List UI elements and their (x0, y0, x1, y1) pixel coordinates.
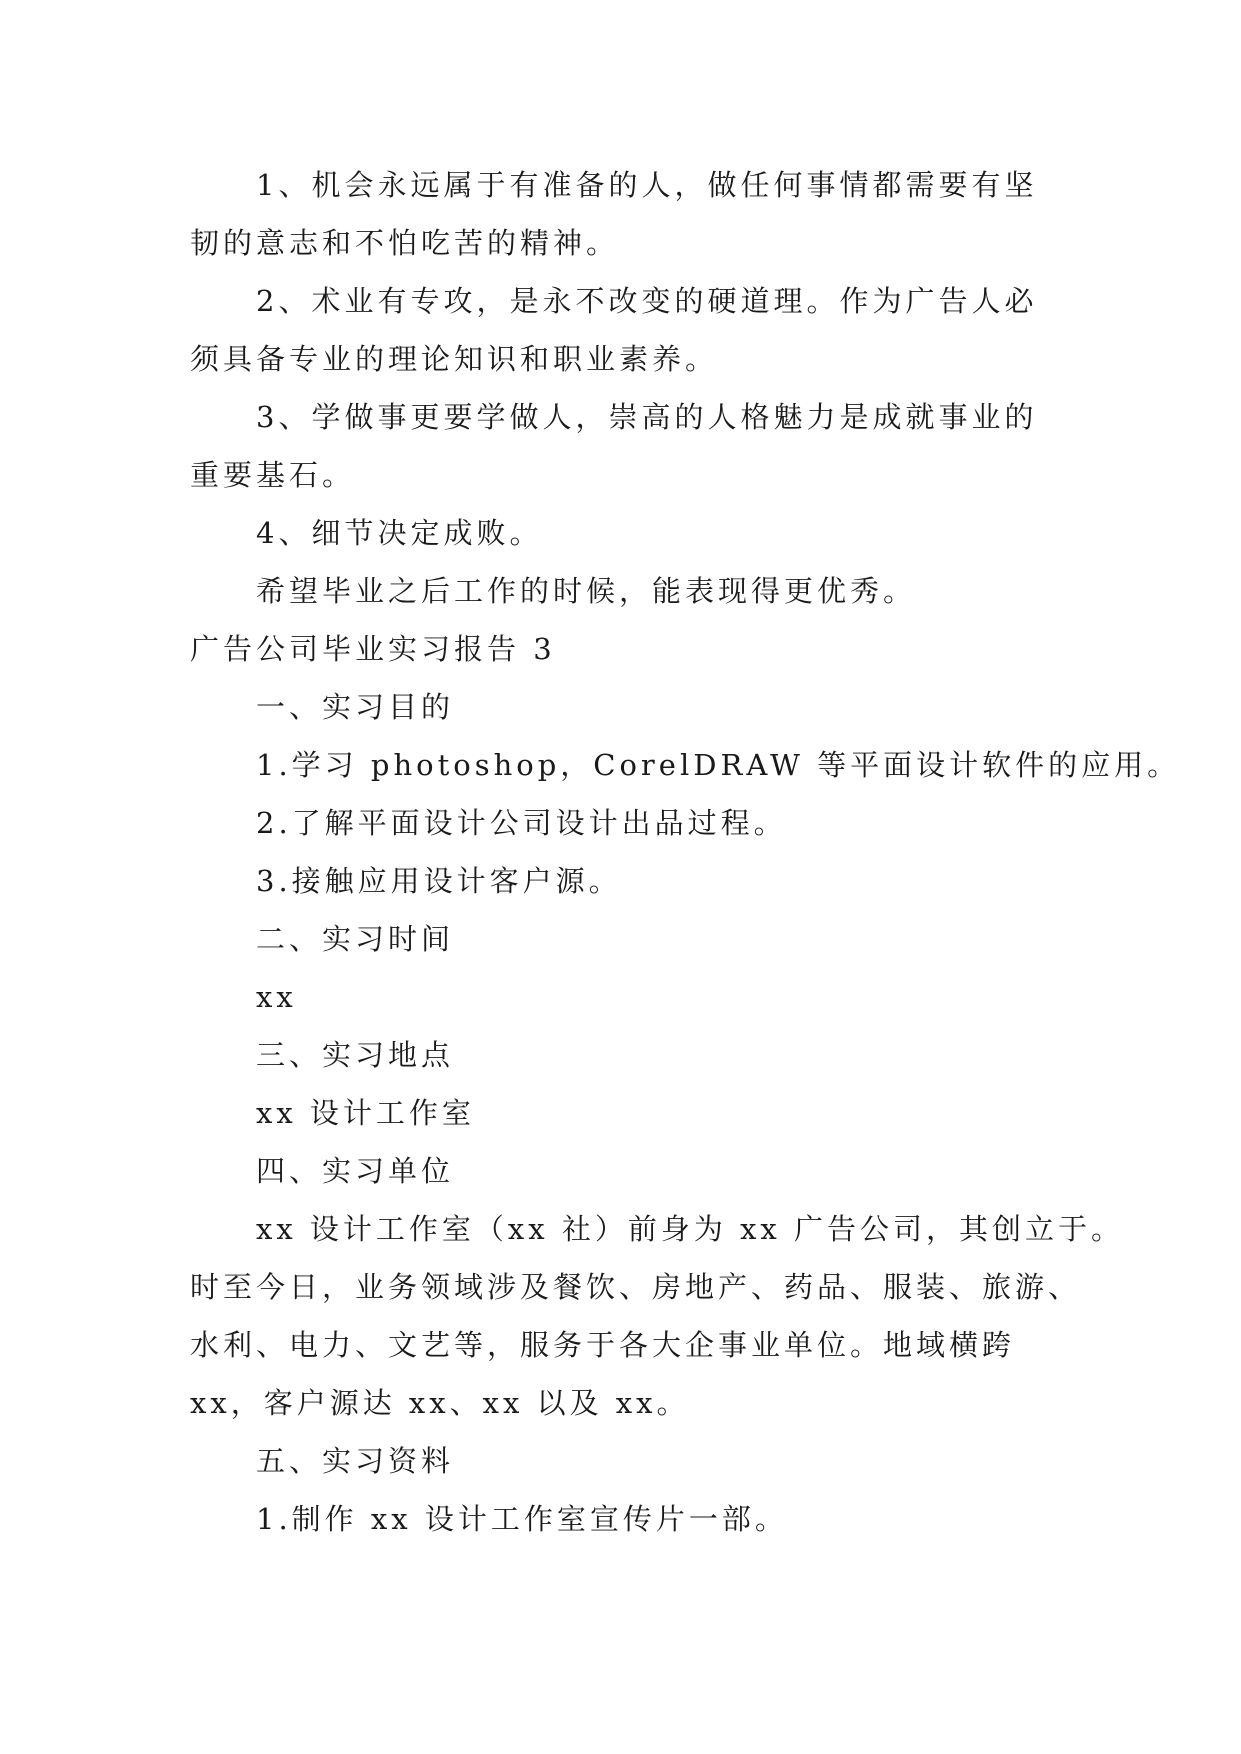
section-heading: 一、实习目的 (256, 690, 455, 724)
paragraph-line: 重要基石。 (190, 458, 356, 492)
paragraph-line: xx，客户源达 xx、xx 以及 xx。 (190, 1386, 690, 1420)
list-item: 1.学习 photoshop，CorelDRAW 等平面设计软件的应用。 (256, 748, 1181, 782)
paragraph-line: 2、术业有专攻，是永不改变的硬道理。作为广告人必 (256, 284, 1038, 318)
paragraph-line: 1、机会永远属于有准备的人，做任何事情都需要有坚 (256, 168, 1038, 202)
paragraph-line: 须具备专业的理论知识和职业素养。 (190, 342, 719, 376)
paragraph-line: 希望毕业之后工作的时候，能表现得更优秀。 (256, 574, 917, 608)
paragraph-line: 韧的意志和不怕吃苦的精神。 (190, 226, 620, 260)
section-heading: 三、实习地点 (256, 1038, 455, 1072)
paragraph-line: 水利、电力、文艺等，服务于各大企事业单位。地域横跨 (190, 1328, 1016, 1362)
section-heading: 五、实习资料 (256, 1444, 455, 1478)
section-heading: 二、实习时间 (256, 922, 455, 956)
paragraph-line: 时至今日，业务领域涉及餐饮、房地产、药品、服装、旅游、 (190, 1270, 1082, 1304)
paragraph-line: xx (256, 980, 297, 1014)
list-item: 1.制作 xx 设计工作室宣传片一部。 (256, 1502, 788, 1536)
list-item: 2.了解平面设计公司设计出品过程。 (256, 806, 787, 840)
section-heading: 四、实习单位 (256, 1154, 455, 1188)
section-title: 广告公司毕业实习报告 3 (190, 632, 556, 666)
list-item: 3.接触应用设计客户源。 (256, 864, 622, 898)
paragraph-line: xx 设计工作室（xx 社）前身为 xx 广告公司，其创立于。 (256, 1212, 1125, 1246)
paragraph-line: xx 设计工作室 (256, 1096, 475, 1130)
paragraph-line: 4、细节决定成败。 (256, 516, 543, 550)
paragraph-line: 3、学做事更要学做人，崇高的人格魅力是成就事业的 (256, 400, 1038, 434)
